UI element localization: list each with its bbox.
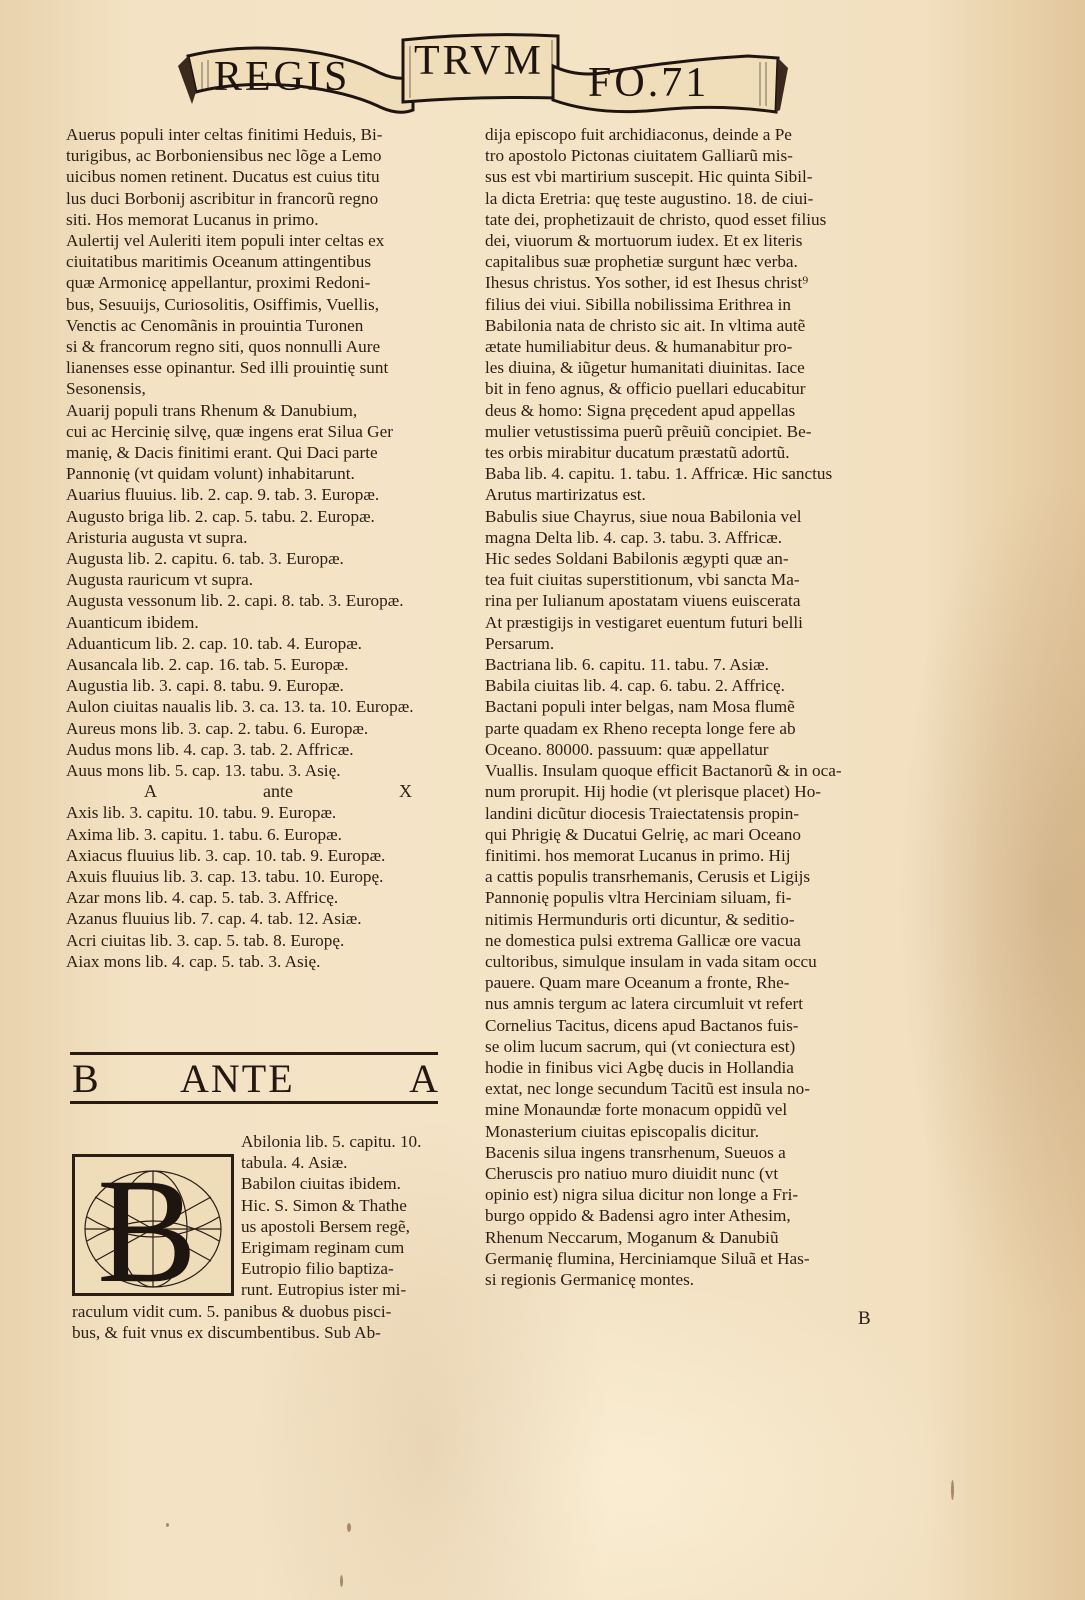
text-line: uicibus nomen retinent. Ducatus est cuius titu	[66, 167, 380, 187]
text-line: Babilon ciuitas ibidem.	[241, 1174, 401, 1194]
text-line: Persarum.	[485, 633, 555, 653]
text-line: finitimi. hos memorat Lucanus in primo. Hij	[485, 845, 791, 865]
text-line: magna Delta lib. 4. cap. 3. tabu. 3. Affricæ.	[485, 527, 783, 547]
index-entry: Baba lib. 4. capitu. 1. tabu. 1. Affricæ. Hic sanctus	[485, 464, 833, 484]
text-line: filius dei viui. Sibilla nobilissima Erithrea in	[485, 294, 792, 314]
text-line: Cornelius Tacitus, dicens apud Bactanos fuis-	[485, 1015, 799, 1035]
text-line: parte quadam ex Rheno recepta longe fere ab	[485, 718, 796, 738]
text-line: se olim lucum sacrum, qui (vt coniectura est)	[485, 1036, 796, 1056]
index-entry: Augusto briga lib. 2. cap. 5. tabu. 2. Europæ.	[66, 506, 375, 526]
index-entry: Aulon ciuitas naualis lib. 3. ca. 13. ta. 10. Europæ.	[66, 697, 414, 717]
text-line: deus & homo: Signa pręcedent apud appellas	[485, 400, 796, 420]
index-entry: Axima lib. 3. capitu. 1. tabu. 6. Europæ.	[66, 824, 342, 844]
text-line: nitimis Hermunduris orti dicuntur, & seditio-	[485, 909, 795, 929]
index-entry: Babila ciuitas lib. 4. cap. 6. tabu. 2. Affricę.	[485, 676, 785, 696]
text-line: Sesonensis,	[66, 379, 146, 399]
index-entry: Axuis fluuius lib. 3. cap. 13. tabu. 10. Europę.	[66, 866, 384, 886]
text-line: hodie in finibus vici Agbę ducis in Hollandia	[485, 1057, 794, 1077]
text-line: cui ac Hercinię silvę, quæ ingens erat Silua Ger	[66, 421, 393, 441]
text-line: mine Monaundæ forte monacum oppidũ vel	[485, 1100, 788, 1120]
text-line: ciuitatibus maritimis Oceanum attingentibus	[66, 252, 372, 272]
section-heading-letter: A	[409, 1056, 438, 1101]
running-head-banner	[178, 26, 788, 122]
initial-paragraph	[241, 1131, 441, 1301]
text-line: extat, nec longe secundum Tacitũ est insula no-	[485, 1079, 810, 1099]
text-line: lianenses esse opinantur. Sed illi prouintię sunt	[66, 358, 389, 378]
text-line: Auarij populi trans Rhenum & Danubium,	[66, 400, 358, 420]
text-line: Pannonię populis vltra Herciniam siluam, fi-	[485, 888, 792, 908]
text-line: Babilonia nata de christo sic ait. In vltima autẽ	[485, 315, 806, 335]
index-entry: Axiacus fluuius lib. 3. cap. 10. tab. 9. Europæ.	[66, 845, 386, 865]
text-line: capitalibus suæ prophetiæ surgunt hæc verba.	[485, 252, 798, 272]
section-rule-bottom	[70, 1101, 438, 1104]
section-heading-letter: B	[72, 1056, 99, 1101]
index-entry: Ausancala lib. 2. cap. 16. tab. 5. Europæ.	[66, 655, 349, 675]
index-entry: Augusta rauricum vt supra.	[66, 570, 254, 590]
text-line: qui Phrigię & Ducatui Gelrię, ac mari Oceano	[485, 824, 801, 844]
text-line: mulier vetustissima puerũ prẽuiũ concipiet. Be-	[485, 421, 812, 441]
armillary-globe-icon	[75, 1157, 231, 1293]
subheading-word: ante	[263, 781, 293, 802]
text-line: quæ Armonicę appellantur, proximi Redoni-	[66, 273, 371, 293]
text-line: Eutropio filio baptiza-	[241, 1259, 394, 1279]
initial-paragraph-continued	[72, 1301, 442, 1343]
text-line: ne domestica pulsi extrema Gallicæ ore vacua	[485, 930, 801, 950]
subheading-letter: X	[398, 781, 412, 802]
index-entry: Auus mons lib. 5. cap. 13. tabu. 3. Asię.	[66, 761, 341, 781]
text-line: Vuallis. Insulam quoque efficit Bactanorũ & in oca-	[485, 761, 842, 781]
text-line: si & francorum regno siti, quos nonnulli Aure	[66, 337, 381, 357]
index-entry: Aiax mons lib. 4. cap. 5. tab. 3. Asię.	[66, 951, 321, 971]
text-line: bit in feno agnus, & officio puellari educabitur	[485, 379, 806, 399]
text-line: bus, Sesuuijs, Curiosolitis, Osiffimis, Vuellis,	[66, 294, 379, 314]
index-entry: Augusta vessonum lib. 2. capi. 8. tab. 3. Europæ.	[66, 591, 404, 611]
text-line: tea fuit ciuitas superstitionum, vbi sancta Ma-	[485, 570, 800, 590]
text-line: landini dicũtur diocesis Traiectatensis propin-	[485, 803, 800, 823]
text-line: a cattis populis transrhemanis, Cerusis et Ligijs	[485, 867, 811, 887]
text-line: Arutus martirizatus est.	[485, 485, 646, 505]
text-line: Germanię flumina, Herciniamque Siluã et Has-	[485, 1248, 810, 1268]
text-line: us apostoli Bersem regẽ,	[241, 1216, 410, 1236]
section-rule-top	[70, 1052, 438, 1055]
text-line: tate dei, prophetizauit de christo, quod esset filius	[485, 209, 827, 229]
text-line: num prorupit. Hij hodie (vt plerisque placet) Ho-	[485, 782, 822, 802]
text-line: dei, viuorum & mortuorum iudex. Et ex literis	[485, 231, 803, 251]
text-line: Erigimam reginam cum	[241, 1238, 405, 1258]
ink-spot	[340, 1575, 343, 1587]
section-heading	[70, 1058, 438, 1100]
text-line: raculum vidit cum. 5. panibus & duobus pisci-	[72, 1302, 392, 1321]
text-line: Venctis ac Cenomãnis in prouintia Turonen	[66, 315, 364, 335]
text-line: cultoribus, simulque insulam in vada sitam occu	[485, 951, 817, 971]
ink-spot	[951, 1480, 954, 1500]
text-line: siti. Hos memorat Lucanus in primo.	[66, 209, 319, 229]
text-line: tes orbis mirabitur ducatum præstatũ adortũ.	[485, 443, 790, 463]
text-line: nus amnis tergum ac latera circumluit vt refert	[485, 994, 804, 1014]
initial-letter: B	[97, 1157, 198, 1293]
folio-number: FO.71	[588, 60, 710, 106]
index-entry: Aureus mons lib. 3. cap. 2. tabu. 6. Europæ.	[66, 718, 369, 738]
left-column	[66, 124, 446, 972]
subheading-letter: A	[144, 781, 157, 802]
text-line: Oceano. 80000. passuum: quæ appellatur	[485, 739, 769, 759]
text-line: burgo oppido & Badensi agro inter Athesim,	[485, 1206, 791, 1226]
section-heading-word: ANTE	[180, 1056, 295, 1101]
text-line: Ihesus christus. Yos sother, id est Ihesus christ⁹	[485, 273, 809, 293]
text-line: Abilonia lib. 5. capitu. 10.	[241, 1132, 422, 1151]
text-line: Hic sedes Soldani Babilonis ægypti quæ an-	[485, 549, 789, 569]
text-line: la dicta Eretria: quę teste augustino. 18. de ciui-	[485, 188, 814, 208]
text-line: dija episcopo fuit archidiaconus, deinde a Pe	[485, 125, 792, 144]
text-line: Rhenum Neccarum, Moganum & Danubiũ	[485, 1227, 779, 1247]
index-entry: Aristuria augusta vt supra.	[66, 527, 248, 547]
index-entry: Bactriana lib. 6. capitu. 11. tabu. 7. Asiæ.	[485, 655, 769, 675]
text-line: Pannonię (vt quidam volunt) inhabitarunt.	[66, 464, 355, 484]
text-line: tabula. 4. Asiæ.	[241, 1153, 348, 1173]
index-entry: Aduanticum lib. 2. cap. 10. tab. 4. Europæ.	[66, 633, 362, 653]
text-line: Cheruscis pro natiuo muro diuidit nunc (vt	[485, 1163, 779, 1183]
index-entry: Augusta lib. 2. capitu. 6. tab. 3. Europæ.	[66, 549, 344, 569]
decorated-initial	[72, 1154, 234, 1296]
running-head-word: TRVM	[414, 38, 544, 84]
index-entry: Axis lib. 3. capitu. 10. tabu. 9. Europæ.	[66, 803, 337, 823]
index-entry: Bacenis silua ingens transrhenum, Sueuos a	[485, 1142, 786, 1162]
text-line: sus est vbi martirium suscepit. Hic quinta Sibil-	[485, 167, 813, 187]
index-entry: Augustia lib. 3. capi. 8. tabu. 9. Europæ.	[66, 676, 344, 696]
right-column	[485, 124, 870, 1290]
text-line: manię, & Dacis finitimi erant. Qui Daci parte	[66, 443, 378, 463]
text-line: bus, & fuit vnus ex discumbentibus. Sub Ab-	[72, 1323, 381, 1343]
text-line: Aulertij vel Auleriti item populi inter celtas ex	[66, 231, 385, 251]
text-line: pauere. Quam mare Oceanum a fronte, Rhe-	[485, 973, 790, 993]
text-line: turigibus, ac Borboniensibus nec lõge a Lemo	[66, 146, 382, 166]
index-entry: Auanticum ibidem.	[66, 612, 199, 632]
index-entry: Azar mons lib. 4. cap. 5. tab. 3. Affricę.	[66, 888, 339, 908]
index-entry: Auarius fluuius. lib. 2. cap. 9. tab. 3. Europæ.	[66, 485, 380, 505]
ink-spot	[166, 1523, 169, 1527]
text-line: tro apostolo Pictonas ciuitatem Galliarũ mis-	[485, 146, 793, 166]
ink-spot	[347, 1523, 351, 1532]
alphabet-subheading	[84, 781, 412, 802]
text-line: ætate humiliabitur deus. & humanabitur pro-	[485, 337, 793, 357]
text-line: Monasterium ciuitas episcopalis dicitur.	[485, 1121, 759, 1141]
text-line: runt. Eutropius ister mi-	[241, 1280, 407, 1300]
text-line: At præstigijs in vestigaret euentum futuri belli	[485, 612, 803, 632]
text-line: rina per Iulianum apostatam viuens euiscerata	[485, 591, 801, 611]
index-entry: Audus mons lib. 4. cap. 3. tab. 2. Affricæ.	[66, 739, 354, 759]
index-entry: Acri ciuitas lib. 3. cap. 5. tab. 8. Europę.	[66, 930, 345, 950]
index-entry: Azanus fluuius lib. 7. cap. 4. tab. 12. Asiæ.	[66, 909, 362, 929]
signature-mark: B	[858, 1308, 871, 1329]
text-line: lus duci Borbonij ascribitur in francorũ regno	[66, 188, 379, 208]
text-line: Auerus populi inter celtas finitimi Heduis, Bi-	[66, 125, 383, 144]
running-head-word: REGIS	[214, 54, 351, 100]
index-entry: Babulis siue Chayrus, siue noua Babilonia vel	[485, 506, 802, 526]
text-line: opinio est) nigra silua dicitur non longe a Fri-	[485, 1185, 799, 1205]
index-entry: Bactani populi inter belgas, nam Mosa flumẽ	[485, 697, 795, 717]
text-line: si regionis Germanicę montes.	[485, 1269, 695, 1289]
text-line: Hic. S. Simon & Thathe	[241, 1195, 407, 1215]
text-line: les diuina, & iũgetur humanitati diuinitas. Iace	[485, 358, 805, 378]
